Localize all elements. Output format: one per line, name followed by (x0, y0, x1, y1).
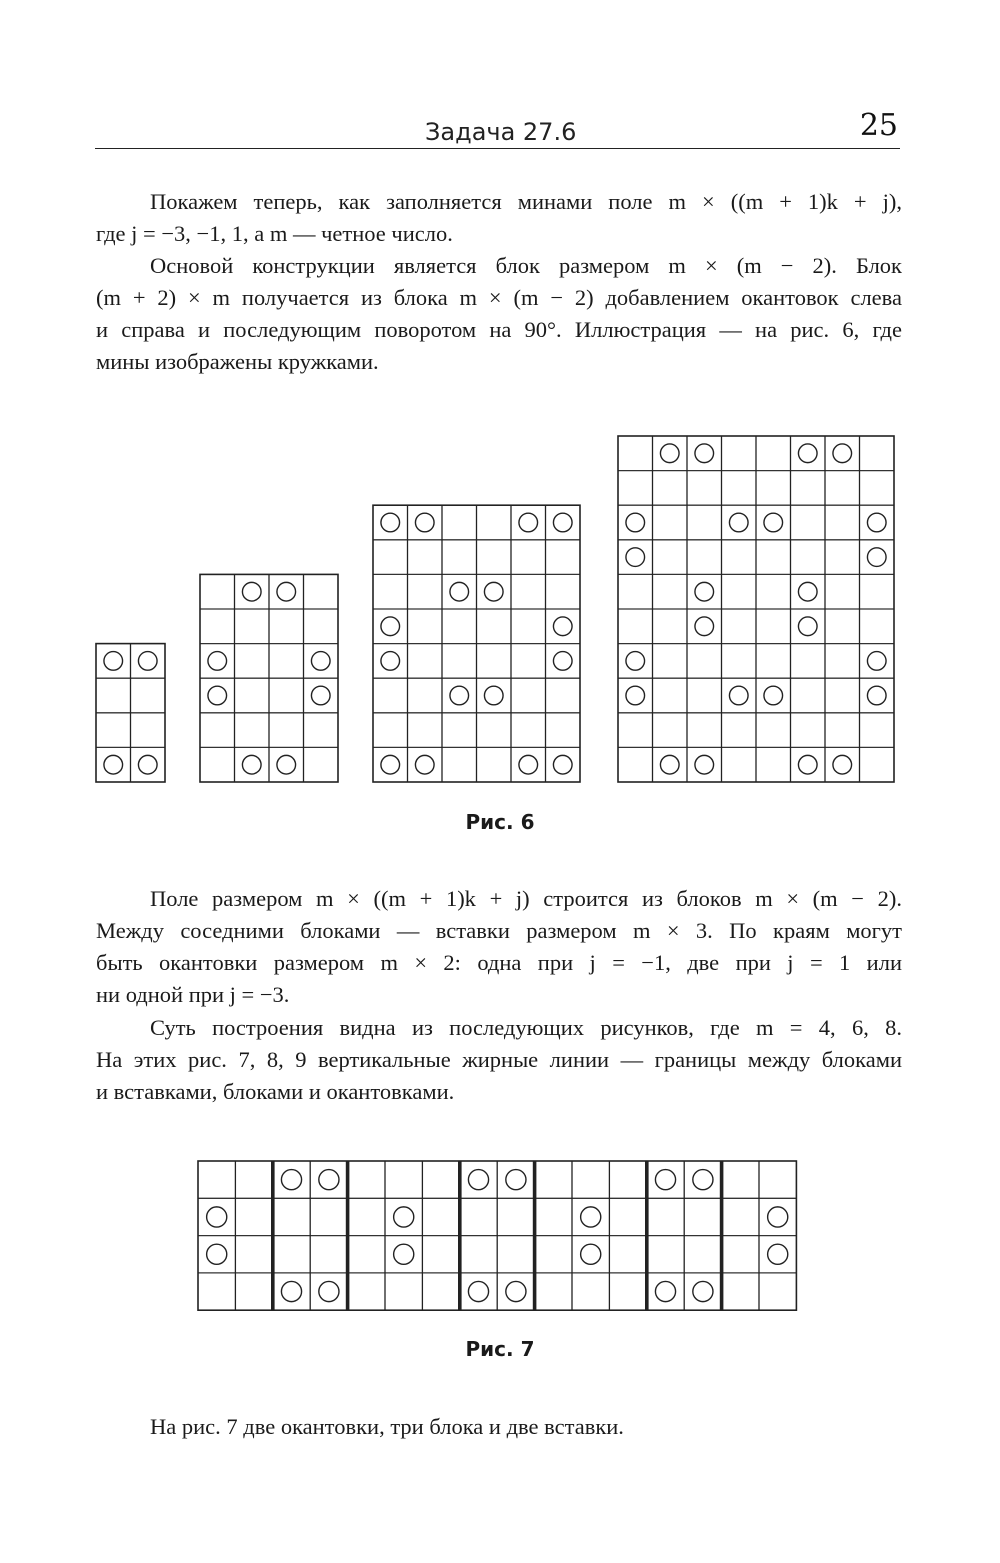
mine-circle (468, 1170, 488, 1190)
mine-circle (394, 1244, 414, 1264)
mine-circle (768, 1207, 788, 1227)
mine-circle (693, 1170, 713, 1190)
mine-circle (581, 1244, 601, 1264)
text-line: На рис. 7 две окантовки, три блока и две вставки. (150, 1414, 624, 1439)
page-number: 25 (859, 108, 898, 143)
mine-circle (655, 1281, 675, 1301)
mine-circle (394, 1207, 414, 1227)
mine-circle (581, 1207, 601, 1227)
mine-circle (281, 1281, 301, 1301)
text-line: и справа и последующим поворотом на 90°. Иллюстрация — на рис. 6, где (96, 317, 902, 342)
text-line: быть окантовки размером m × 2: одна при j = −1, две при j = 1 или (96, 950, 902, 975)
mine-circle (207, 1207, 227, 1227)
mine-circle (506, 1281, 526, 1301)
text-line: На этих рис. 7, 8, 9 вертикальные жирные линии — границы между блоками (96, 1047, 902, 1072)
text-line: (m + 2) × m получается из блока m × (m − 2) добавлением окантовок слева (96, 285, 902, 310)
figure-7-caption: Рис. 7 (465, 1337, 535, 1361)
mine-circle (655, 1170, 675, 1190)
section-title: Задача 27.6 (425, 118, 577, 146)
text-line: Суть построения видна из последующих рисунков, где m = 4, 6, 8. (150, 1015, 902, 1040)
mine-circle (693, 1281, 713, 1301)
text-line: где j = −3, −1, 1, а m — четное число. (96, 221, 453, 246)
text-line: Между соседними блоками — вставки размером m × 3. По краям могут (96, 918, 902, 943)
text-line: мины изображены кружками. (96, 349, 379, 374)
mine-circle (207, 1244, 227, 1264)
mine-circle (468, 1281, 488, 1301)
text-line: и вставками, блоками и окантовками. (96, 1079, 455, 1104)
mine-circle (319, 1170, 339, 1190)
mine-circle (768, 1244, 788, 1264)
paragraph-5 (96, 1411, 902, 1443)
mine-circle (281, 1170, 301, 1190)
text-line: Поле размером m × ((m + 1)k + j) строится из блоков m × (m − 2). (150, 886, 902, 911)
figure-6-caption: Рис. 6 (465, 810, 535, 834)
text-line: Покажем теперь, как заполняется минами поле m × ((m + 1)k + j), (150, 189, 902, 214)
mine-circle (319, 1281, 339, 1301)
grid-fig7 (198, 1161, 796, 1310)
text-line: Основой конструкции является блок размером m × (m − 2). Блок (150, 253, 902, 278)
text-line: ни одной при j = −3. (96, 982, 290, 1007)
mine-circle (506, 1170, 526, 1190)
